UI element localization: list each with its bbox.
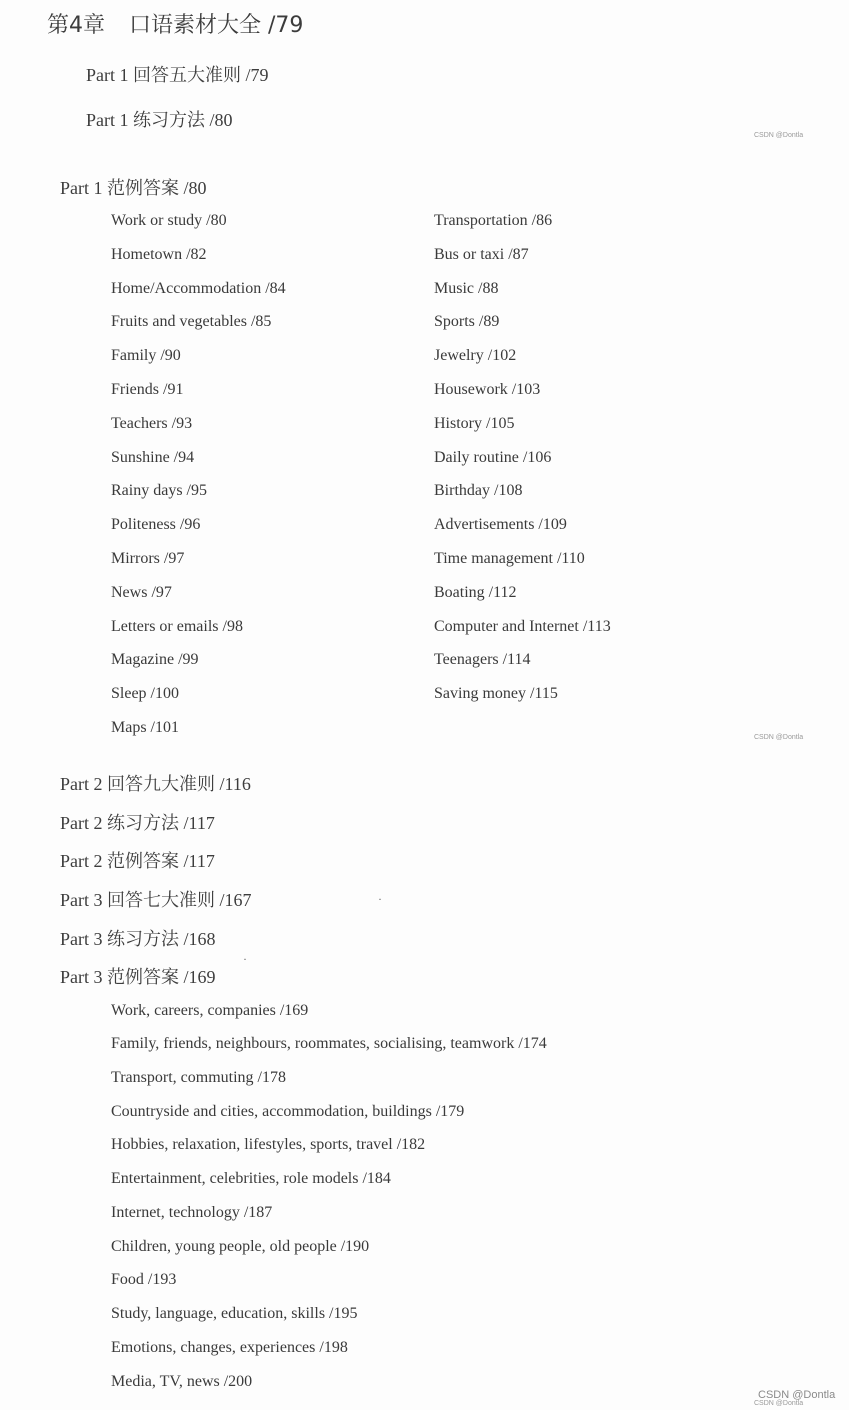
toc-entry[interactable]: Part 2 练习方法 /117 xyxy=(60,813,215,833)
topic-item[interactable]: Entertainment, celebrities, role models /184 xyxy=(111,1170,391,1187)
topic-item[interactable]: Work or study /80 xyxy=(111,212,227,229)
watermark: CSDN @Dontla xyxy=(754,734,804,741)
topic-item[interactable]: Sunshine /94 xyxy=(111,449,195,466)
toc-entry[interactable]: Part 3 回答七大准则 /167 xyxy=(60,890,252,910)
topic-item[interactable]: Friends /91 xyxy=(111,381,184,398)
topic-item[interactable]: Emotions, changes, experiences /198 xyxy=(111,1339,348,1356)
topic-item[interactable]: Study, language, education, skills /195 xyxy=(111,1305,358,1322)
toc-entry[interactable]: Part 3 范例答案 /169 xyxy=(60,967,216,987)
topic-item[interactable]: Food /193 xyxy=(111,1271,177,1288)
topic-item[interactable]: Birthday /108 xyxy=(434,482,523,499)
topic-item[interactable]: Letters or emails /98 xyxy=(111,618,243,635)
print-speck: · xyxy=(378,892,382,906)
topic-item[interactable]: Teachers /93 xyxy=(111,415,193,432)
topic-item[interactable]: Sports /89 xyxy=(434,313,500,330)
watermark: CSDN @Dontla xyxy=(754,132,804,139)
topic-item[interactable]: Work, careers, companies /169 xyxy=(111,1002,309,1019)
toc-entry[interactable]: Part 3 练习方法 /168 xyxy=(60,929,216,949)
topic-item[interactable]: Family /90 xyxy=(111,347,181,364)
topic-item[interactable]: Hometown /82 xyxy=(111,246,207,263)
topic-item[interactable]: Mirrors /97 xyxy=(111,550,185,567)
topic-item[interactable]: Internet, technology /187 xyxy=(111,1204,273,1221)
topic-item[interactable]: Jewelry /102 xyxy=(434,347,517,364)
topic-item[interactable]: Maps /101 xyxy=(111,719,179,736)
topic-item[interactable]: Fruits and vegetables /85 xyxy=(111,313,272,330)
topic-item[interactable]: Bus or taxi /87 xyxy=(434,246,529,263)
topic-item[interactable]: Advertisements /109 xyxy=(434,516,567,533)
chapter-subtitle: 口语素材大全 /79 xyxy=(129,13,304,38)
topic-item[interactable]: Time management /110 xyxy=(434,550,585,567)
chapter-number: 第4章 xyxy=(47,13,105,38)
topic-item[interactable]: Daily routine /106 xyxy=(434,449,552,466)
toc-entry[interactable]: Part 1 练习方法 /80 xyxy=(86,110,233,130)
topic-item[interactable]: Magazine /99 xyxy=(111,651,199,668)
topic-item[interactable]: Boating /112 xyxy=(434,584,517,601)
topic-item[interactable]: Hobbies, relaxation, lifestyles, sports, travel /182 xyxy=(111,1136,426,1153)
chapter-title xyxy=(47,8,303,39)
topic-item[interactable]: Music /88 xyxy=(434,280,499,297)
topic-item[interactable]: Housework /103 xyxy=(434,381,541,398)
watermark: CSDN @Dontla xyxy=(754,1400,804,1407)
topic-item[interactable]: Children, young people, old people /190 xyxy=(111,1238,370,1255)
topic-item[interactable]: Countryside and cities, accommodation, buildings /179 xyxy=(111,1103,465,1120)
topic-item[interactable]: Sleep /100 xyxy=(111,685,179,702)
topic-item[interactable]: Transport, commuting /178 xyxy=(111,1069,286,1086)
topic-item[interactable]: History /105 xyxy=(434,415,515,432)
toc-entry[interactable]: Part 1 回答五大准则 /79 xyxy=(86,65,269,85)
topic-item[interactable]: Family, friends, neighbours, roommates, socialising, teamwork /174 xyxy=(111,1035,547,1052)
topic-item[interactable]: Computer and Internet /113 xyxy=(434,618,611,635)
topic-item[interactable]: News /97 xyxy=(111,584,172,601)
topic-item[interactable]: Transportation /86 xyxy=(434,212,553,229)
topic-item[interactable]: Home/Accommodation /84 xyxy=(111,280,286,297)
topic-item[interactable]: Teenagers /114 xyxy=(434,651,531,668)
topic-item[interactable]: Politeness /96 xyxy=(111,516,201,533)
watermark: CSDN @Dontla xyxy=(758,1389,836,1401)
toc-entry[interactable]: Part 2 回答九大准则 /116 xyxy=(60,774,251,794)
toc-entry[interactable]: Part 1 范例答案 /80 xyxy=(60,178,207,198)
print-speck: · xyxy=(243,952,247,966)
topic-item[interactable]: Media, TV, news /200 xyxy=(111,1373,253,1390)
topic-item[interactable]: Rainy days /95 xyxy=(111,482,207,499)
toc-entry[interactable]: Part 2 范例答案 /117 xyxy=(60,851,215,871)
topic-item[interactable]: Saving money /115 xyxy=(434,685,558,702)
